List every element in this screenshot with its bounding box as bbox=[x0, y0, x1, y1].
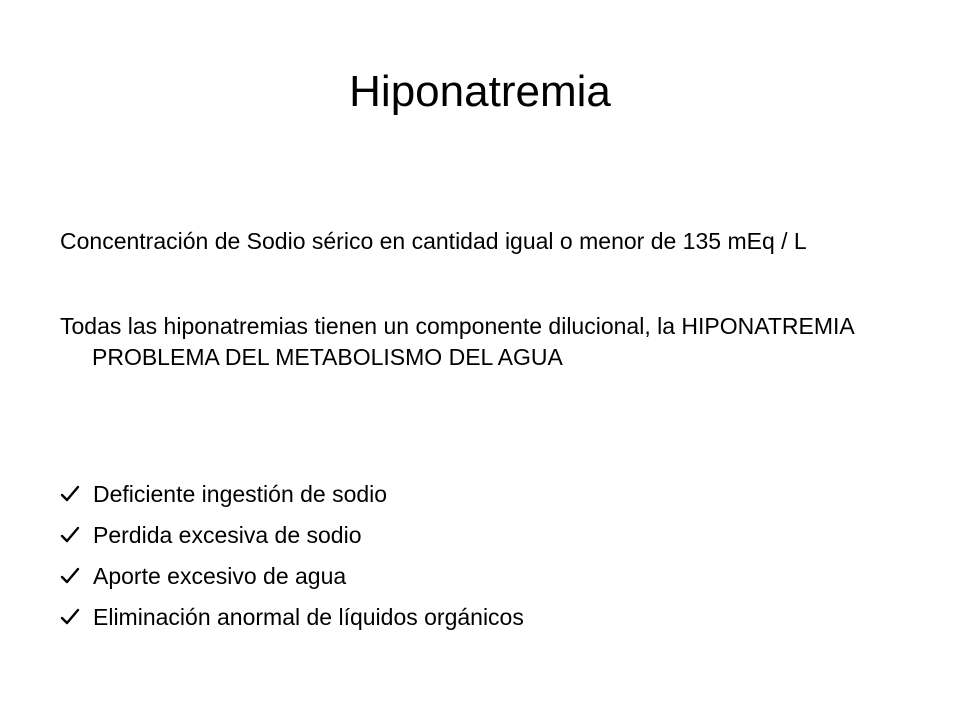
checklist-item bbox=[60, 601, 524, 633]
dilutional-paragraph: Todas las hiponatremias tienen un componente dilucional, la HIPONATREMIA PROBLEMA DEL METABOLISMO DEL AGUA bbox=[60, 313, 854, 370]
checklist-item-text: Deficiente ingestión de sodio bbox=[93, 481, 388, 507]
cause-checklist bbox=[60, 478, 524, 642]
checklist-item-text: Aporte excesivo de agua bbox=[93, 563, 347, 589]
checklist-item bbox=[60, 519, 524, 551]
check-icon bbox=[60, 566, 80, 586]
check-icon bbox=[60, 484, 80, 504]
slide-title: Hiponatremia bbox=[349, 67, 611, 116]
check-icon bbox=[60, 525, 80, 545]
checklist-item bbox=[60, 560, 524, 592]
checklist-item bbox=[60, 478, 524, 510]
checklist-item-text: Eliminación anormal de líquidos orgánicos bbox=[93, 604, 524, 630]
definition-paragraph: Concentración de Sodio sérico en cantidad igual o menor de 135 mEq / L bbox=[60, 228, 807, 254]
check-icon bbox=[60, 607, 80, 627]
checklist-item-text: Perdida excesiva de sodio bbox=[93, 522, 362, 548]
